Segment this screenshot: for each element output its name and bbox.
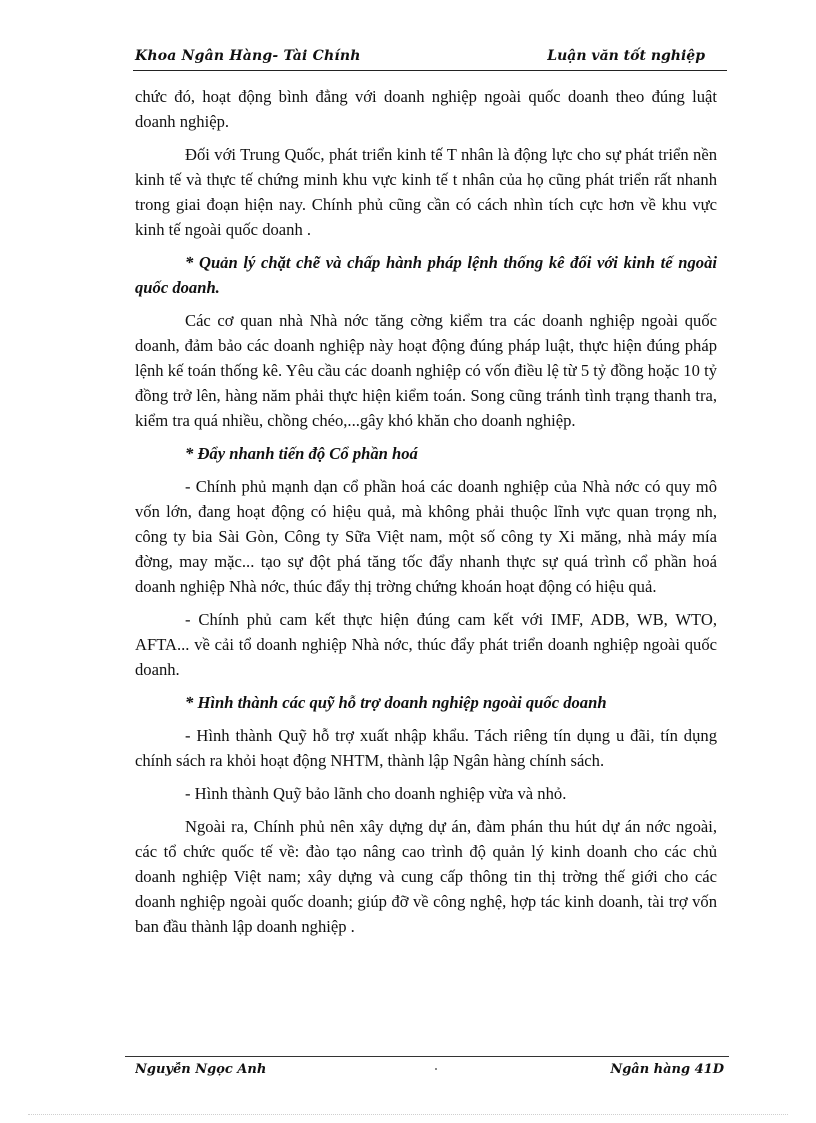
footer-dot [435, 1068, 437, 1070]
section-heading-statistics: * Quản lý chặt chẽ và chấp hành pháp lệnh thống kê đối với kinh tế ngoài quốc doanh. [135, 253, 717, 297]
page-bottom-dotted-rule [28, 1114, 788, 1115]
document-body [135, 84, 717, 947]
paragraph-6: - Hình thành Quỹ hỗ trợ xuất nhập khẩu. Tách riêng tín dụng u đãi, tín dụng chính sách ra khỏi hoạt động NHTM, thành lập Ngân hàng chính sách. [135, 726, 717, 770]
paragraph-1: chức đó, hoạt động bình đẳng với doanh nghiệp ngoài quốc doanh theo đúng luật doanh nghiệp. [135, 87, 717, 131]
section-heading-equitization: * Đẩy nhanh tiến độ Cổ phần hoá [185, 444, 418, 463]
paragraph-3: Các cơ quan nhà Nhà nớc tăng cờng kiểm tra các doanh nghiệp ngoài quốc doanh, đảm bảo các doanh nghiệp này hoạt động đúng pháp luật, thực hiện đúng pháp lệnh kế toán thống kê. Yêu cầu các doanh nghiệp có vốn điều lệ từ 5 tỷ đồng hoặc 10 tỷ đồng trở lên, hàng năm phải thực hiện kiểm toán. Song cũng tránh tình trạng thanh tra, kiểm tra quá nhiều, chồng chéo,...gây khó khăn cho doanh nghiệp. [135, 311, 717, 430]
page-footer [135, 1062, 729, 1080]
paragraph-8: Ngoài ra, Chính phủ nên xây dựng dự án, đàm phán thu hút dự án nớc ngoài, các tổ chức quốc tế về: đào tạo nâng cao trình độ quản lý kinh doanh cho các chủ doanh nghiệp Việt nam; xây dựng và cung cấp thông tin thị trờng thế giới cho các doanh nghiệp ngoài quốc doanh; giúp đỡ về công nghệ, hợp tác kinh doanh, tài trợ vốn ban đầu thành lập doanh nghiệp . [135, 817, 717, 936]
paragraph-4: - Chính phủ mạnh dạn cổ phần hoá các doanh nghiệp của Nhà nớc có quy mô vốn lớn, đang hoạt động có hiệu quả, mà không phải thuộc lĩnh vực quan trọng nh, công ty bia Sài Gòn, Công ty Sữa Việt nam, một số công ty Xi măng, nhà máy mía đờng, may mặc... tạo sự đột phá tăng tốc đẩy nhanh thực sự quá trình cổ phần hoá doanh nghiệp Nhà nớc, thúc đẩy thị trờng chứng khoán hoạt động có hiệu quả. [135, 477, 717, 596]
footer-author: Nguyễn Ngọc Anh [135, 1062, 267, 1077]
header-thesis-title: Luận văn tốt nghiệp [547, 48, 705, 64]
section-heading-support-funds: * Hình thành các quỹ hỗ trợ doanh nghiệp ngoài quốc doanh [185, 693, 607, 712]
footer-class: Ngân hàng 41D [610, 1062, 724, 1077]
paragraph-7: - Hình thành Quỹ bảo lãnh cho doanh nghiệp vừa và nhỏ. [185, 784, 567, 803]
paragraph-2: Đối với Trung Quốc, phát triển kinh tế T nhân là động lực cho sự phát triển nền kinh tế và thực tế chứng minh khu vực kinh tế t nhân của họ cũng phát triển rất nhanh trong giai đoạn hiện nay. Chính phủ cũng cần có cách nhìn tích cực hơn về khu vực kinh tế ngoài quốc doanh . [135, 145, 717, 239]
paragraph-5: - Chính phủ cam kết thực hiện đúng cam kết với IMF, ADB, WB, WTO, AFTA... về cải tổ doanh nghiệp Nhà nớc, thúc đẩy phát triển doanh nghiệp ngoài quốc doanh. [135, 610, 717, 679]
footer-divider [125, 1056, 729, 1057]
page-header [133, 48, 727, 71]
header-faculty: Khoa Ngân Hàng- Tài Chính [135, 48, 361, 64]
